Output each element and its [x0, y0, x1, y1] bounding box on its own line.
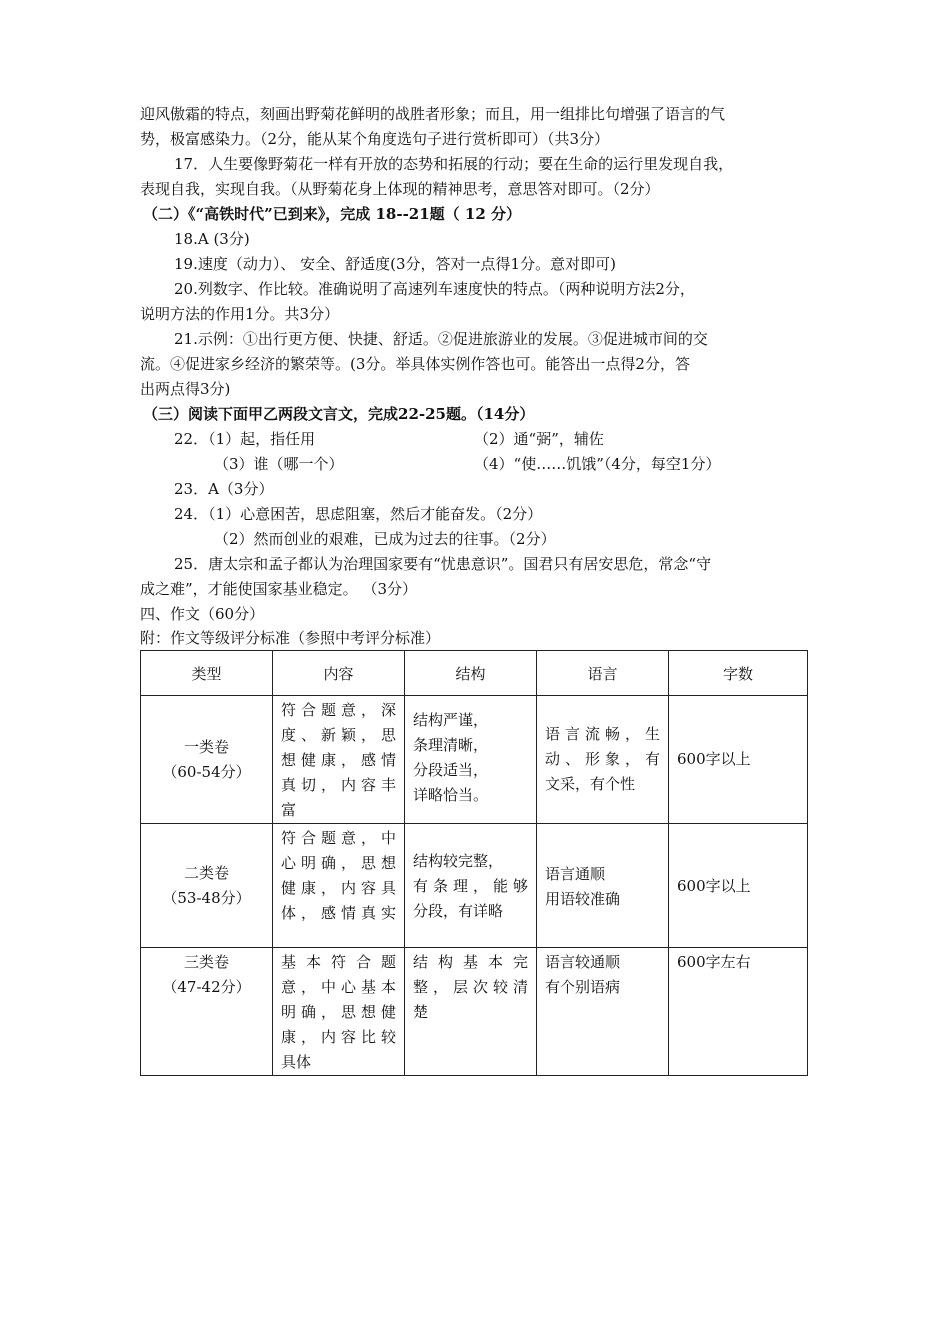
answer-17-line-2: 表现自我，实现自我。（从野菊花身上体现的精神思考，意思答对即可。（2分）: [140, 180, 660, 198]
criteria-line: 用语较准确: [545, 890, 621, 908]
answer-24-item-1: 24．（1）心意困苦，思虑阻塞，然后才能奋发。（2分）: [174, 505, 543, 523]
section-2-title: （二）《“高铁时代”已到来》，完成 18--21题（ 12 分）: [143, 205, 521, 223]
answer-20-line-1: 20.列数字、作比较。准确说明了高速列车速度快的特点。（两种说明方法2分，: [174, 280, 695, 298]
structure-criteria-cell: [405, 824, 537, 948]
language-criteria-cell: [537, 824, 669, 948]
table-row: [141, 948, 808, 1076]
section-3-title: （三）阅读下面甲乙两段文言文，完成22-25题。（14分）: [143, 405, 535, 423]
grade-type: 三类卷: [183, 953, 229, 971]
answer-21-line-2: 流。④促进家乡经济的繁荣等。(3分。举具体实例作答也可。能答出一点得2分，答: [140, 355, 690, 373]
criteria-line: 有个别语病: [545, 978, 621, 996]
answer-20-line-2: 说明方法的作用1分。共3分）: [140, 305, 340, 323]
answer-23: 23．A（3分）: [174, 480, 274, 498]
header-type: 类型: [141, 651, 273, 696]
word-count: 600字以上: [677, 877, 751, 895]
content-criteria-cell: [273, 824, 405, 948]
criteria-line: 想健康，感情: [281, 751, 396, 769]
criteria-line: 真切，内容丰: [281, 776, 396, 794]
criteria-line: 意，中心基本: [281, 978, 396, 996]
criteria-line: 分段，有详略: [413, 902, 504, 920]
grade-type-cell: [141, 948, 273, 1076]
header-word-count: 字数: [669, 651, 808, 696]
criteria-line: 符合题意，深: [281, 701, 396, 719]
criteria-line: 结构基本完: [413, 953, 528, 971]
structure-criteria-cell: [405, 696, 537, 824]
header-language: 语言: [537, 651, 669, 696]
criteria-line: 健康，内容具: [281, 879, 396, 897]
answer-24-item-2: （2）然而创业的艰难，已成为过去的往事。（2分）: [214, 530, 556, 548]
grade-score-range: （60-54分）: [162, 762, 251, 781]
criteria-line: 语言通顺: [545, 865, 606, 883]
criteria-line: 楚: [413, 1003, 429, 1021]
answer-19: 19.速度（动力）、 安全、舒适度(3分，答对一点得1分。意对即可): [174, 255, 616, 273]
criteria-line: 有条理，能够: [413, 877, 528, 895]
criteria-line: 度、新颖，思: [281, 726, 396, 744]
word-count-cell: [669, 696, 808, 824]
answer-16-line-2: 势，极富感染力。（2分，能从某个角度选句子进行赏析即可）（共3分）: [140, 130, 610, 148]
word-count-cell: [669, 824, 808, 948]
criteria-line: 心明确，思想: [281, 854, 396, 872]
content-criteria-cell: [273, 696, 405, 824]
answer-21-line-3: 出两点得3分): [140, 380, 231, 398]
grade-type: 一类卷: [183, 737, 229, 756]
grade-type: 二类卷: [183, 863, 229, 882]
answer-22-item-2: （2）通“弼”，辅佐: [474, 430, 604, 448]
answer-22-item-3: （3）谁（哪一个）: [214, 455, 344, 473]
criteria-line: 具体: [281, 1053, 312, 1071]
criteria-line: 语言流畅，生: [545, 725, 660, 743]
structure-criteria-cell: [405, 948, 537, 1076]
criteria-line: 动、形象，有: [545, 750, 660, 768]
criteria-line: 文采，有个性: [545, 775, 636, 793]
answer-25-line-2: 成之难”，才能使国家基业稳定。 （3分）: [140, 580, 417, 598]
criteria-line: 结构严谨，: [413, 711, 489, 729]
grade-score-range: （53-48分）: [162, 888, 251, 907]
criteria-line: 整，层次较清: [413, 978, 528, 996]
table-row: [141, 696, 808, 824]
criteria-line: 语言较通顺: [545, 953, 621, 971]
answer-21-line-1: 21.示例：①出行更方便、快捷、舒适。②促进旅游业的发展。③促进城市间的交: [174, 330, 708, 348]
language-criteria-cell: [537, 696, 669, 824]
appendix-caption: 附：作文等级评分标准（参照中考评分标准）: [140, 629, 441, 647]
content-criteria-cell: [273, 948, 405, 1076]
criteria-line: 条理清晰，: [413, 736, 489, 754]
answer-17-line-1: 17．人生要像野菊花一样有开放的态势和拓展的行动；要在生命的运行里发现自我，: [174, 155, 734, 173]
grade-score-range: （47-42分）: [162, 978, 251, 996]
section-4-title: 四、作文（60分）: [140, 605, 265, 623]
criteria-line: 符合题意，中: [281, 829, 396, 847]
criteria-line: 富: [281, 801, 297, 819]
criteria-line: 结构较完整，: [413, 852, 504, 870]
criteria-line: 详略恰当。: [413, 786, 489, 804]
header-structure: 结构: [405, 651, 537, 696]
word-count-cell: [669, 948, 808, 1076]
word-count: 600字左右: [677, 953, 751, 971]
language-criteria-cell: [537, 948, 669, 1076]
word-count: 600字以上: [677, 750, 751, 768]
criteria-line: 体，感情真实: [281, 904, 396, 922]
answer-16-line-1: 迎风傲霜的特点，刻画出野菊花鲜明的战胜者形象；而且，用一组排比句增强了语言的气: [140, 105, 726, 123]
criteria-line: 基本符合题: [281, 953, 396, 971]
answer-22-item-4: （4）“使……饥饿”（4分，每空1分）: [474, 455, 721, 473]
header-content: 内容: [273, 651, 405, 696]
criteria-line: 明确，思想健: [281, 1003, 396, 1021]
grade-type-cell: [141, 696, 273, 824]
table-header-row: [141, 651, 808, 696]
answer-18: 18.A (3分): [174, 230, 250, 248]
answer-22-item-1: 22．（1）起，指任用: [174, 430, 316, 448]
criteria-line: 康，内容比较: [281, 1028, 396, 1046]
essay-grading-table: [140, 650, 808, 1076]
criteria-line: 分段适当，: [413, 761, 489, 779]
answer-25-line-1: 25．唐太宗和孟子都认为治理国家要有“忧患意识”。国君只有居安思危，常念“守: [174, 555, 712, 573]
grade-type-cell: [141, 824, 273, 948]
table-row: [141, 824, 808, 948]
